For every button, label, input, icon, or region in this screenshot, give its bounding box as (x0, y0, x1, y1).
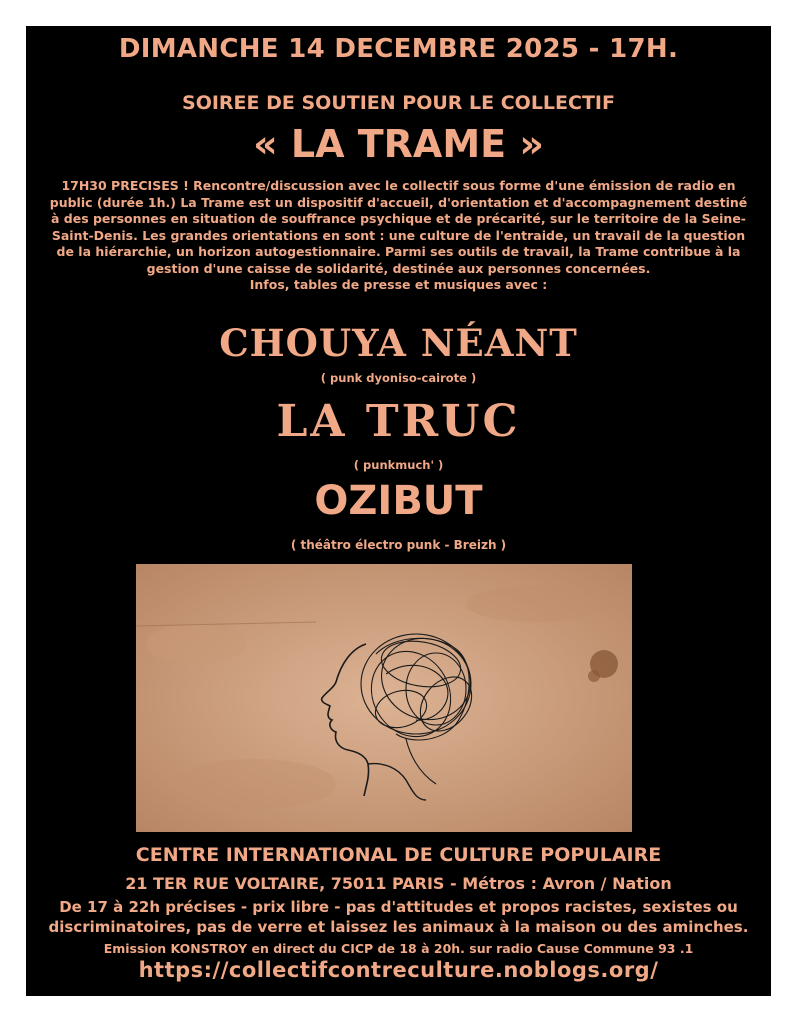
woman-profile-scribble-illustration (136, 564, 632, 832)
illustration-svg (136, 564, 632, 832)
event-date: DIMANCHE 14 DECEMBRE 2025 - 17H. (118, 34, 679, 64)
event-conditions: De 17 à 22h précises - prix libre - pas d'attitudes et propos racistes, sexistes ou discriminatoires, pas de verre et laissez les animaux à la maison ou des aminches. (48, 898, 749, 936)
band-name-ozibut: OZIBUT (314, 478, 483, 524)
infos-text: Infos, tables de presse et musiques avec : (249, 277, 548, 292)
event-poster (26, 26, 771, 996)
venue-address: 21 TER RUE VOLTAIRE, 75011 PARIS - Métros : Avron / Nation (125, 874, 672, 893)
website-link[interactable]: https://collectifcontreculture.noblogs.org/ (138, 958, 659, 982)
band-genre-ozibut: ( théâtro électro punk - Breizh ) (290, 538, 507, 552)
band-name-chouya-neant: CHOUYA NÉANT (219, 321, 578, 365)
radio-info: Emission KONSTROY en direct du CICP de 18 à 20h. sur radio Cause Commune 93 .1 (103, 941, 694, 956)
collective-name: « LA TRAME » (253, 122, 544, 166)
description-text: 17H30 PRECISES ! Rencontre/discussion avec le collectif sous forme d'une émission de radio en public (durée 1h.) La Trame est un dispositif d'accueil, d'orientation et d'accompagnement destiné à des personnes en situation de souffrance psychique et de précarité, sur le territoire de la Seine-Saint-Denis. Les grandes orientations en sont : une culture de l'entraide, un travail de la question de la hiérarchie, un horizon autogestionnaire. Parmi ses outils de travail, la Trame contribue à la gestion d'une caisse de solidarité, destinée aux personnes concernées. (49, 178, 748, 276)
venue-name: CENTRE INTERNATIONAL DE CULTURE POPULAIRE (135, 844, 662, 866)
band-genre-chouya-neant: ( punk dyoniso-cairote ) (320, 371, 477, 385)
band-name-la-truc: LA TRUC (276, 396, 521, 447)
event-subtitle: SOIREE DE SOUTIEN POUR LE COLLECTIF (182, 92, 615, 114)
event-description (48, 178, 749, 294)
band-genre-la-truc: ( punkmuch' ) (353, 458, 444, 472)
